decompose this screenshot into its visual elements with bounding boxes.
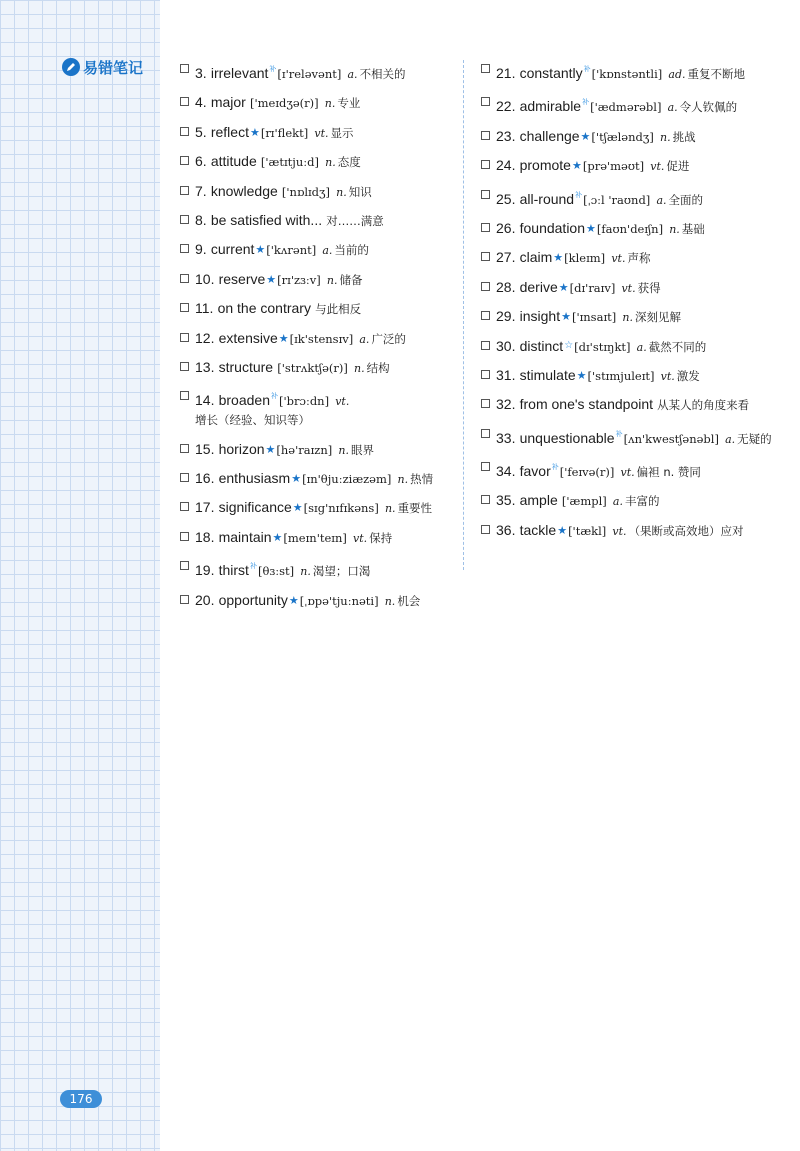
- part-of-speech: a.: [612, 495, 623, 509]
- vocab-item: [180, 182, 462, 202]
- part-of-speech: a.: [667, 101, 678, 115]
- supplement-mark-icon: 补: [615, 429, 623, 438]
- vocab-item: [481, 248, 776, 268]
- vocab-item: [180, 299, 462, 319]
- checkbox-icon[interactable]: [180, 215, 189, 224]
- part-of-speech: a.: [636, 340, 647, 354]
- phonetic: ['tʃæləndʒ]: [591, 129, 654, 144]
- checkbox-icon[interactable]: [481, 495, 490, 504]
- vocab-item: [180, 211, 462, 231]
- vocab-word: derive: [519, 278, 558, 295]
- vocab-word: insight: [519, 308, 561, 325]
- vocab-word: major: [210, 94, 246, 111]
- vocab-number: 7.: [195, 182, 207, 199]
- meaning: 增长（经验、知识等）: [195, 413, 310, 428]
- vocab-item: [481, 186, 776, 210]
- star-icon: ★: [576, 368, 587, 382]
- vocab-word: all-round: [519, 190, 575, 207]
- vocab-number: 18.: [195, 528, 215, 545]
- part-of-speech: n.: [326, 273, 338, 287]
- part-of-speech: n.: [300, 565, 311, 579]
- meaning: 重复不断地: [687, 67, 745, 81]
- vocab-number: 13.: [195, 358, 215, 375]
- vocab-number: 8.: [195, 211, 207, 228]
- vocab-item: [180, 557, 462, 581]
- star-icon: ★: [255, 243, 266, 257]
- phonetic: [dɪ'raɪv]: [569, 280, 616, 295]
- vocab-word: broaden: [218, 392, 270, 409]
- checkbox-icon[interactable]: [481, 341, 490, 350]
- star-icon: ★: [571, 159, 582, 173]
- vocab-item: [481, 337, 776, 357]
- part-of-speech: n.: [336, 185, 347, 199]
- vocab-number: 33.: [496, 429, 516, 446]
- vocab-word: promote: [519, 157, 571, 174]
- part-of-speech: n.: [397, 473, 409, 487]
- supplement-mark-icon: 补: [551, 463, 559, 472]
- checkbox-icon[interactable]: [481, 160, 490, 169]
- meaning: 重要性: [397, 501, 433, 516]
- star-icon: ★: [557, 523, 568, 537]
- vocab-word: on the contrary: [217, 300, 311, 317]
- checkbox-icon[interactable]: [481, 462, 490, 471]
- vocab-word: enthusiasm: [218, 470, 291, 487]
- star-icon: ★: [580, 129, 591, 143]
- checkbox-icon[interactable]: [180, 244, 189, 253]
- phonetic: ['strʌktʃə(r)]: [277, 360, 348, 375]
- star-icon: ★: [558, 280, 569, 294]
- checkbox-icon[interactable]: [481, 64, 490, 73]
- vocab-number: 12.: [195, 329, 215, 346]
- supplement-mark-icon: 补: [249, 562, 257, 571]
- meaning: 眼界: [350, 442, 374, 457]
- phonetic: [ɪ'reləvənt]: [277, 67, 342, 81]
- meaning: 挑战: [672, 129, 696, 144]
- vocab-word: claim: [519, 249, 553, 266]
- phonetic: ['brɔːdn]: [279, 394, 330, 409]
- vocab-item: [481, 156, 776, 176]
- part-of-speech: vt.: [335, 395, 350, 409]
- part-of-speech: a.: [656, 193, 667, 207]
- checkbox-icon[interactable]: [180, 274, 189, 283]
- part-of-speech: ad.: [668, 68, 686, 81]
- star-icon: ★: [265, 442, 276, 456]
- meaning: 保持: [369, 530, 393, 545]
- phonetic: [kleɪm]: [564, 251, 606, 266]
- vocab-number: 28.: [496, 278, 516, 295]
- meaning: 储备: [339, 272, 363, 287]
- phonetic: ['kɒnstəntli]: [591, 67, 663, 81]
- vocab-number: 30.: [496, 337, 516, 354]
- vocab-word: distinct: [519, 337, 564, 354]
- phonetic: [rɪ'zɜːv]: [277, 272, 321, 287]
- vocab-number: 3.: [195, 65, 207, 81]
- part-of-speech: vt.: [620, 466, 635, 480]
- checkbox-icon[interactable]: [180, 362, 189, 371]
- checkbox-icon[interactable]: [180, 473, 189, 482]
- vocab-item: [180, 387, 462, 430]
- part-of-speech: vt.: [314, 126, 329, 140]
- vocab-word: favor: [519, 463, 551, 480]
- vocab-column-right: [481, 60, 776, 550]
- phonetic: [θɜːst]: [257, 564, 295, 579]
- vocab-item: [180, 60, 462, 84]
- phonetic: ['ɪnsaɪt]: [571, 310, 617, 325]
- phonetic: [prə'məʊt]: [582, 159, 645, 174]
- vocab-item: [180, 358, 462, 378]
- pen-icon: [62, 58, 80, 76]
- part-of-speech: vt.: [660, 369, 675, 383]
- vocab-item: [180, 93, 462, 113]
- phonetic: ['ætɪtjuːd]: [260, 155, 319, 170]
- vocab-item: [180, 591, 462, 611]
- page-number: 176: [60, 1090, 102, 1108]
- phonetic: [ˌɒpə'tjuːnəti]: [299, 593, 379, 608]
- supplement-mark-icon: 补: [271, 392, 278, 401]
- phonetic: ['stɪmjuleɪt]: [587, 368, 655, 383]
- vocab-item: [481, 60, 776, 84]
- vocab-number: 9.: [195, 241, 207, 258]
- phonetic: ['æmpl]: [561, 494, 607, 509]
- part-of-speech: vt.: [650, 160, 665, 174]
- part-of-speech: n.: [669, 222, 680, 236]
- star-icon: ★: [561, 310, 571, 324]
- meaning: 对……满意: [326, 213, 384, 228]
- vocab-number: 15.: [195, 440, 215, 457]
- vocab-word: unquestionable: [519, 429, 615, 446]
- vocab-item: [180, 469, 462, 489]
- vocab-word: thirst: [218, 562, 249, 579]
- checkbox-icon[interactable]: [481, 252, 490, 261]
- checkbox-icon[interactable]: [481, 311, 490, 320]
- phonetic: ['feɪvə(r)]: [559, 465, 615, 480]
- phonetic: ['tækl]: [568, 523, 607, 538]
- vocab-number: 14.: [195, 392, 215, 409]
- vocab-word: horizon: [218, 440, 265, 457]
- vocab-number: 19.: [195, 562, 215, 579]
- checkbox-icon[interactable]: [180, 444, 189, 453]
- phonetic: [meɪn'teɪn]: [283, 530, 347, 545]
- vocab-item: [180, 123, 462, 143]
- checkbox-icon[interactable]: [180, 64, 189, 73]
- checkbox-icon[interactable]: [481, 282, 490, 291]
- part-of-speech: vt.: [621, 281, 636, 295]
- vocab-number: 26.: [496, 219, 516, 236]
- vocab-word: tackle: [519, 521, 557, 538]
- meaning: 专业: [337, 96, 361, 111]
- vocab-number: 21.: [496, 65, 516, 81]
- star-icon: ★: [266, 272, 277, 286]
- checkbox-icon[interactable]: [180, 391, 189, 400]
- part-of-speech: a.: [725, 432, 736, 446]
- vocab-number: 20.: [195, 591, 215, 608]
- phonetic: [ɪn'θjuːziæzəm]: [302, 472, 392, 487]
- part-of-speech: n.: [324, 97, 336, 111]
- star-icon: ★: [292, 501, 303, 515]
- vocab-item: [481, 219, 776, 239]
- column-divider: [463, 60, 464, 570]
- vocab-item: [180, 329, 462, 349]
- vocab-item: [481, 307, 776, 327]
- vocab-number: 4.: [195, 94, 207, 111]
- vocab-number: 31.: [496, 366, 516, 383]
- star-icon: ★: [278, 331, 289, 345]
- checkbox-icon[interactable]: [481, 131, 490, 140]
- star-icon: ★: [586, 221, 596, 235]
- vocab-number: 6.: [195, 153, 207, 170]
- supplement-mark-icon: 补: [583, 65, 591, 73]
- vocab-item: [481, 425, 776, 449]
- vocab-word: constantly: [519, 65, 583, 81]
- vocab-item: [180, 528, 462, 548]
- supplement-mark-icon: 补: [582, 98, 590, 107]
- meaning: 不相关的: [359, 67, 406, 81]
- vocab-word: structure: [218, 358, 274, 375]
- vocab-number: 5.: [195, 123, 207, 140]
- vocab-number: 17.: [195, 499, 215, 516]
- grid-sidebar: [0, 0, 160, 1151]
- vocab-word: be satisfied with...: [210, 211, 323, 228]
- part-of-speech: n.: [660, 130, 671, 144]
- vocab-word: significance: [218, 499, 292, 516]
- checkbox-icon[interactable]: [180, 333, 189, 342]
- checkbox-icon[interactable]: [180, 561, 189, 570]
- vocab-item: [180, 270, 462, 290]
- vocab-number: 16.: [195, 470, 215, 487]
- meaning: 从某人的角度来看: [657, 398, 750, 413]
- vocab-word: knowledge: [210, 182, 278, 199]
- part-of-speech: n.: [354, 361, 365, 375]
- vocab-number: 23.: [496, 127, 516, 144]
- checkbox-icon[interactable]: [481, 190, 490, 199]
- vocab-word: stimulate: [519, 366, 576, 383]
- vocab-word: challenge: [519, 127, 580, 144]
- phonetic: ['ædmərəbl]: [590, 100, 662, 115]
- checkbox-icon[interactable]: [180, 532, 189, 541]
- vocab-word: irrelevant: [210, 65, 269, 81]
- vocab-number: 34.: [496, 463, 516, 480]
- supplement-mark-icon: 补: [575, 190, 583, 199]
- vocab-item: [180, 498, 462, 518]
- vocab-number: 11.: [195, 300, 214, 317]
- star-icon: ★: [272, 530, 283, 544]
- phonetic: [ɪk'stensɪv]: [289, 331, 354, 346]
- phonetic: [ʌn'kwestʃənəbl]: [623, 431, 719, 446]
- vocab-number: 10.: [195, 270, 215, 287]
- vocab-word: current: [210, 241, 255, 258]
- vocab-number: 32.: [496, 396, 516, 413]
- checkbox-icon[interactable]: [481, 525, 490, 534]
- vocab-number: 35.: [496, 492, 516, 509]
- checkbox-icon[interactable]: [180, 502, 189, 511]
- meaning: 全面的: [668, 192, 703, 207]
- checkbox-icon[interactable]: [180, 156, 189, 165]
- vocab-number: 27.: [496, 249, 516, 266]
- vocab-number: 25.: [496, 190, 516, 207]
- vocab-word: ample: [519, 492, 558, 509]
- meaning: 偏袒 n. 赞同: [636, 465, 701, 480]
- vocab-item: [481, 521, 776, 541]
- vocab-word: reflect: [210, 123, 249, 140]
- checkbox-icon[interactable]: [481, 223, 490, 232]
- part-of-speech: n.: [384, 502, 396, 516]
- part-of-speech: vt.: [611, 252, 626, 266]
- checkbox-icon[interactable]: [180, 97, 189, 106]
- checkbox-icon[interactable]: [481, 399, 490, 408]
- vocab-word: foundation: [519, 219, 586, 236]
- meaning: 截然不同的: [648, 339, 707, 354]
- meaning: 机会: [397, 593, 421, 608]
- meaning: 深刻见解: [634, 310, 681, 325]
- meaning: 当前的: [334, 243, 369, 258]
- meaning: 热情: [410, 472, 434, 487]
- vocab-item: [481, 127, 776, 147]
- meaning: 无疑的: [737, 431, 772, 446]
- meaning: 显示: [330, 125, 354, 140]
- part-of-speech: n.: [384, 594, 396, 608]
- part-of-speech: n.: [325, 156, 336, 170]
- checkbox-icon[interactable]: [481, 370, 490, 379]
- star-icon: ★: [291, 472, 302, 486]
- meaning: 丰富的: [624, 494, 660, 509]
- checkbox-icon[interactable]: [481, 97, 490, 106]
- supplement-mark-icon: 补: [269, 65, 277, 73]
- vocab-word: extensive: [218, 329, 278, 346]
- part-of-speech: n.: [622, 311, 633, 325]
- vocab-word: admirable: [519, 98, 582, 115]
- phonetic: [ˌɔːl 'raʊnd]: [583, 192, 651, 207]
- part-of-speech: vt.: [353, 531, 368, 545]
- vocab-item: [481, 366, 776, 386]
- vocab-item: [481, 395, 776, 415]
- vocab-item: [481, 93, 776, 117]
- open-star-icon: ☆: [564, 339, 574, 351]
- vocab-word: opportunity: [218, 591, 288, 608]
- meaning: 声称: [627, 251, 651, 266]
- vocab-item: [180, 440, 462, 460]
- meaning: 知识: [348, 184, 372, 199]
- part-of-speech: a.: [359, 332, 370, 346]
- checkbox-icon[interactable]: [481, 429, 490, 438]
- star-icon: ★: [249, 125, 260, 139]
- vocab-item: [180, 152, 462, 172]
- vocab-word: attitude: [210, 153, 257, 170]
- vocab-column-left: [180, 60, 462, 620]
- part-of-speech: a.: [322, 244, 333, 258]
- meaning: 渴望；口渴: [312, 564, 371, 579]
- phonetic: [rɪ'flekt]: [260, 125, 309, 140]
- vocab-number: 29.: [496, 308, 516, 325]
- vocab-item: [481, 278, 776, 298]
- phonetic: [faʊn'deɪʃn]: [596, 221, 664, 236]
- checkbox-icon[interactable]: [180, 186, 189, 195]
- phonetic: ['kʌrənt]: [266, 243, 317, 258]
- vocab-word: maintain: [218, 528, 272, 545]
- phonetic: [hə'raɪzn]: [276, 442, 333, 457]
- phonetic: ['meɪdʒə(r)]: [249, 96, 319, 111]
- vocab-word: reserve: [218, 270, 266, 287]
- vocab-number: 24.: [496, 157, 516, 174]
- section-title: [62, 56, 143, 78]
- vocab-number: 36.: [496, 521, 516, 538]
- meaning: （果断或高效地）应对: [628, 523, 744, 538]
- meaning: 激发: [676, 368, 700, 383]
- meaning: 广泛的: [371, 331, 406, 346]
- star-icon: ★: [553, 251, 564, 265]
- meaning: 基础: [681, 221, 705, 236]
- vocab-item: [481, 458, 776, 482]
- phonetic: [sɪg'nɪfɪkəns]: [303, 501, 379, 516]
- part-of-speech: vt.: [612, 524, 627, 538]
- phonetic: [dɪ'stɪŋkt]: [574, 339, 631, 354]
- meaning: 获得: [637, 280, 661, 295]
- vocab-item: [481, 491, 776, 511]
- checkbox-icon[interactable]: [180, 595, 189, 604]
- phonetic: ['nɒlɪdʒ]: [281, 184, 331, 199]
- vocab-word: from one's standpoint: [519, 396, 654, 413]
- meaning: 结构: [366, 360, 390, 375]
- part-of-speech: a.: [347, 68, 358, 81]
- checkbox-icon[interactable]: [180, 303, 189, 312]
- vocab-item: [180, 240, 462, 260]
- meaning: 促进: [666, 159, 690, 174]
- meaning: 态度: [337, 155, 361, 170]
- vocab-number: 22.: [496, 98, 516, 115]
- meaning: 与此相反: [315, 302, 362, 317]
- section-title-text: 易错笔记: [83, 58, 144, 77]
- star-icon: ★: [288, 593, 299, 607]
- meaning: 令人钦佩的: [679, 100, 738, 115]
- part-of-speech: n.: [338, 443, 349, 457]
- checkbox-icon[interactable]: [180, 127, 189, 136]
